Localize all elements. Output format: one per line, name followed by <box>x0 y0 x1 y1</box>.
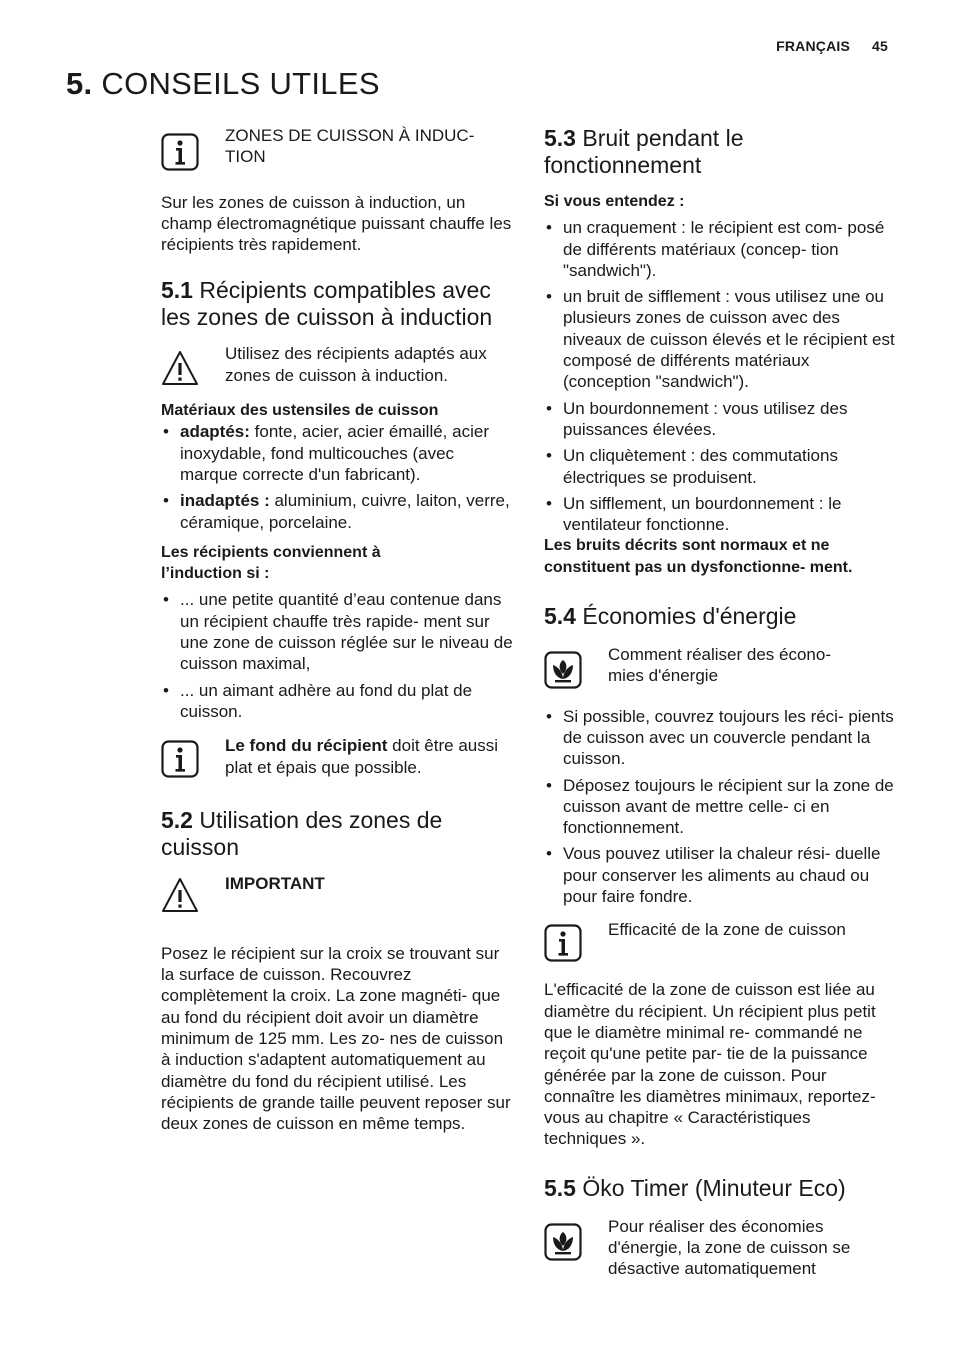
chapter-number: 5. <box>66 66 93 101</box>
list-item: • Déposez toujours le récipient sur la zone de cuisson avant de mettre celle- ci en fonctionnement. <box>544 775 896 839</box>
intro-paragraph: Sur les zones de cuisson à induction, un champ électromagnétique puissant chauffe les récipients très rapidement. <box>161 192 512 255</box>
conditions-heading: Les récipients conviennent à l’induction si : <box>161 543 381 583</box>
info-note-rest: doit être aussi plat et épais que possible. <box>225 736 499 777</box>
energy-list <box>544 706 896 908</box>
noise-intro: Si vous entendez : <box>544 193 685 210</box>
info-note-bold: Le fond du récipient <box>225 736 388 756</box>
section-number: 5.1 <box>161 277 193 304</box>
info-note-text <box>225 735 513 778</box>
section-5-5-heading <box>544 1175 896 1202</box>
eco-note-timer <box>544 1216 896 1280</box>
info-note-induction <box>161 125 513 168</box>
list-item: • un bruit de sifflement : vous utilisez une ou plusieurs zones de cuisson avec des niveaux de cuisson élevés et le récipient est composé de différents matériaux (conception "sandwich"). <box>544 286 896 392</box>
usage-paragraph: Posez le récipient sur la croix se trouvant sur la surface de cuisson. Recouvrez complètement la croix. La zone magnéti- que au fond du récipient doit avoir un diamètre minimum de 125 mm. Les zo- nes de cuisson à induction s'adaptent automatiquement au diamètre du fond du récipient utilisé. Les récipients de grande taille peuvent reposer sur deux zones de cuisson en même temps. <box>161 943 511 1134</box>
section-number: 5.5 <box>544 1174 576 1201</box>
chapter-title-text: CONSEILS UTILES <box>101 66 380 101</box>
list-item: • ... un aimant adhère au fond du plat de cuisson. <box>161 680 513 723</box>
list-item <box>161 490 513 533</box>
section-title: Récipients compatibles avec les zones de cuisson à induction <box>161 277 493 331</box>
list-item: • Un sifflement, un bourdonnement : le ventilateur fonctionne. <box>544 493 896 536</box>
list-item: • Un bourdonnement : vous utilisez des puissances élevées. <box>544 398 896 441</box>
materials-heading: Matériaux des ustensiles de cuisson <box>161 402 439 420</box>
list-item: • Un cliquètement : des commutations électriques se produisent. <box>544 445 896 488</box>
section-5-4-heading <box>544 603 896 630</box>
list-item-text: fonte, acier, acier émaillé, acier inoxydable, fond multicouches (avec marque correcte d'un fabricant). <box>180 422 489 484</box>
list-item-label: inadaptés : <box>180 491 270 511</box>
list-item: • ... une petite quantité d’eau contenue dans un récipient chauffe très rapide- ment sur une zone de cuisson réglée sur le niveau de cuisson maximal, <box>161 589 513 674</box>
warning-triangle-icon <box>161 876 199 914</box>
page-number: 45 <box>872 38 888 54</box>
warning-triangle-icon <box>161 349 199 387</box>
section-5-2-heading <box>161 807 513 861</box>
list-item: • un craquement : le récipient est com- posé de différents matériaux (concep- tion "sandwich"). <box>544 217 896 281</box>
eco-note-text: Comment réaliser des écono- mies d'énergie <box>608 645 831 686</box>
list-item-label: adaptés: <box>180 422 250 442</box>
eco-note-text: Pour réaliser des économies d'énergie, la zone de cuisson se désactive automatiquement <box>608 1216 851 1279</box>
section-5-3-heading <box>544 125 896 179</box>
info-icon <box>544 924 582 962</box>
warning-note-text: Utilisez des récipients adaptés aux zones de cuisson à induction. <box>225 344 487 385</box>
info-icon <box>161 133 199 171</box>
leaf-eco-icon <box>544 1223 582 1261</box>
section-5-1-heading <box>161 277 513 331</box>
section-title: Öko Timer (Minuteur Eco) <box>582 1174 846 1201</box>
right-column <box>544 120 896 1280</box>
info-note-bottom <box>161 735 513 778</box>
list-item <box>161 421 513 485</box>
section-title: Bruit pendant le fonctionnement <box>544 125 744 178</box>
page-header <box>776 38 888 54</box>
left-column <box>161 120 513 1135</box>
noise-note: Les bruits décrits sont normaux et ne constituent pas un dysfonctionne- ment. <box>544 537 853 576</box>
info-note-text: Efficacité de la zone de cuisson <box>608 920 846 940</box>
important-label: IMPORTANT <box>225 873 325 893</box>
list-item-text: aluminium, cuivre, laiton, verre, céramique, porcelaine. <box>180 491 510 532</box>
section-title: Utilisation des zones de cuisson <box>161 806 443 860</box>
leaf-eco-icon <box>544 651 582 689</box>
noise-list <box>544 217 896 535</box>
section-title: Économies d'énergie <box>582 603 797 630</box>
chapter-title <box>66 66 380 102</box>
section-number: 5.4 <box>544 603 576 630</box>
efficiency-paragraph: L'efficacité de la zone de cuisson est liée au diamètre du récipient. Un récipient plus petit que le diamètre minimal re- commandé ne reçoit qu'une petite par- tie de la puissance générée par la zone de cuisson. Pour connaître les diamètres minimaux, reportez-vous au chapitre « Caractéristiques techniques ». <box>544 980 876 1149</box>
conditions-list <box>161 589 513 722</box>
warning-note-compatible <box>161 343 513 386</box>
eco-note-energy <box>544 644 896 687</box>
materials-list <box>161 421 513 532</box>
section-number: 5.3 <box>544 125 576 151</box>
info-note-text: ZONES DE CUISSON À INDUC- TION <box>225 126 475 167</box>
warning-note-important <box>161 873 513 915</box>
info-icon <box>161 740 199 778</box>
info-note-efficiency <box>544 919 896 961</box>
section-number: 5.2 <box>161 806 193 833</box>
language-label: FRANÇAIS <box>776 38 851 54</box>
list-item: • Si possible, couvrez toujours les réci- pients de cuisson avec un couvercle pendant la cuisson. <box>544 706 896 770</box>
list-item: • Vous pouvez utiliser la chaleur rési- duelle pour conserver les aliments au chaud ou pour faire fondre. <box>544 843 896 907</box>
